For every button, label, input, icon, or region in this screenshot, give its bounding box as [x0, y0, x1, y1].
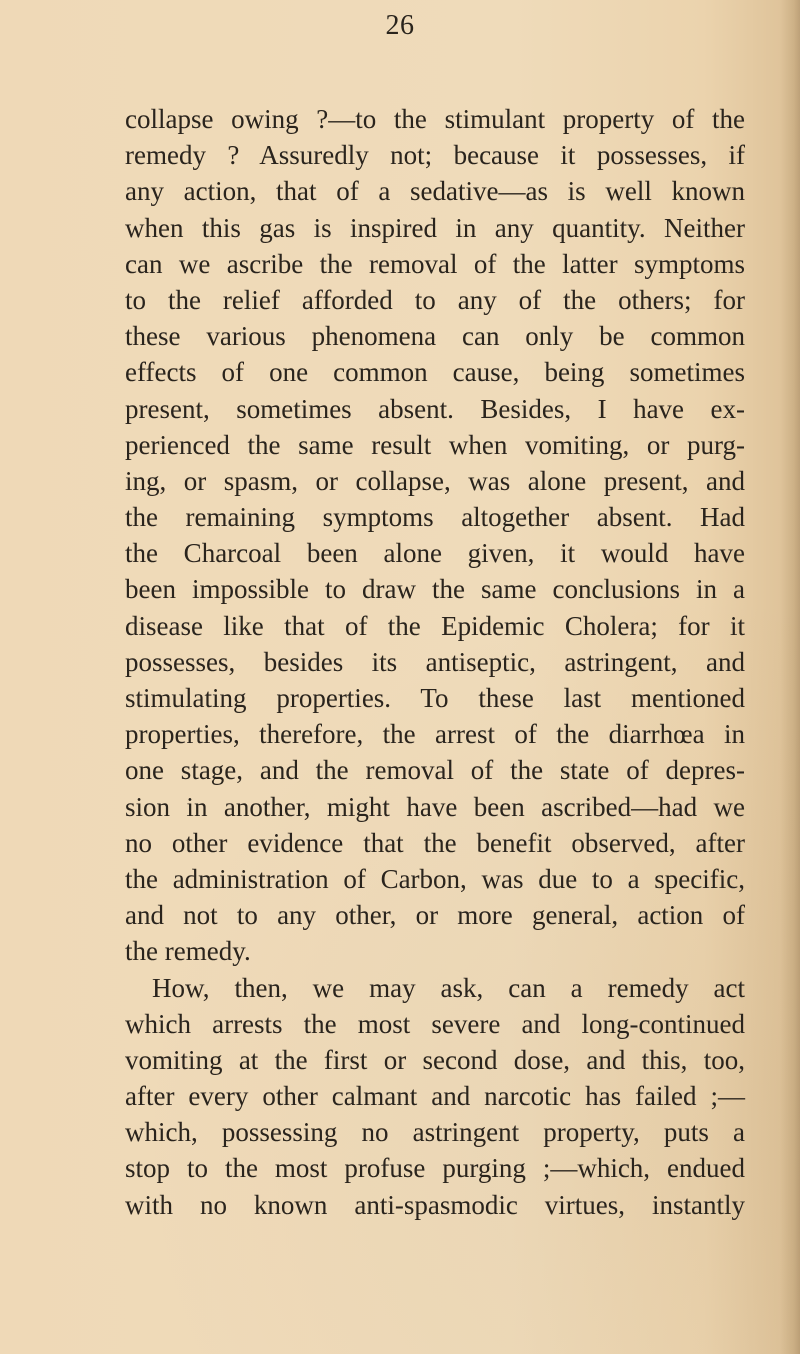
text-line: the remaining symptoms altogether absent. Had — [125, 502, 745, 533]
text-line: sion in another, might have been ascribed—had we — [125, 791, 745, 822]
text-line: How, then, we may ask, can a remedy act — [152, 972, 745, 1003]
text-line: can we ascribe the removal of the latter symptoms — [125, 248, 745, 279]
text-line: the Charcoal been alone given, it would have — [125, 538, 745, 569]
text-line: remedy ? Assuredly not; because it possesses, if — [125, 140, 745, 171]
text-line: after every other calmant and narcotic has failed ;— — [125, 1081, 745, 1112]
text-line: present, sometimes absent. Besides, I have ex- — [125, 393, 745, 424]
page-number: 26 — [385, 10, 415, 41]
text-line: the remedy. — [125, 936, 251, 967]
text-line: collapse owing ?—to the stimulant property of the — [125, 104, 745, 134]
text-line: any action, that of a sedative—as is well known — [125, 176, 745, 207]
text-line: ing, or spasm, or collapse, was alone present, and — [125, 465, 745, 496]
text-line: these various phenomena can only be common — [125, 321, 745, 352]
text-line: one stage, and the removal of the state of depres- — [125, 755, 745, 786]
text-line: the administration of Carbon, was due to a specific, — [125, 863, 745, 894]
text-line: which, possessing no astringent property, puts a — [125, 1117, 745, 1148]
text-line: been impossible to draw the same conclusions in a — [125, 574, 745, 605]
text-line: to the relief afforded to any of the others; for — [125, 284, 745, 315]
text-line: no other evidence that the benefit observed, after — [125, 827, 745, 858]
text-line: vomiting at the first or second dose, and this, too, — [125, 1044, 745, 1075]
text-line: disease like that of the Epidemic Cholera; for it — [125, 610, 745, 641]
text-line: when this gas is inspired in any quantity. Neither — [125, 212, 745, 243]
text-line: and not to any other, or more general, action of — [125, 900, 745, 931]
page-edge-shadow — [780, 0, 800, 1354]
text-line: perienced the same result when vomiting, or purg- — [125, 429, 745, 460]
text-line: stimulating properties. To these last mentioned — [125, 683, 745, 713]
text-line: properties, therefore, the arrest of the diarrhœa in — [125, 719, 745, 750]
text-line: stop to the most profuse purging ;—which, endued — [125, 1153, 745, 1184]
text-line: effects of one common cause, being sometimes — [125, 357, 745, 388]
body-text — [125, 101, 745, 1223]
text-line: with no known anti-spasmodic virtues, instantly — [125, 1189, 745, 1220]
text-line: possesses, besides its antiseptic, astringent, and — [125, 646, 745, 677]
text-line: which arrests the most severe and long-continued — [125, 1008, 745, 1039]
